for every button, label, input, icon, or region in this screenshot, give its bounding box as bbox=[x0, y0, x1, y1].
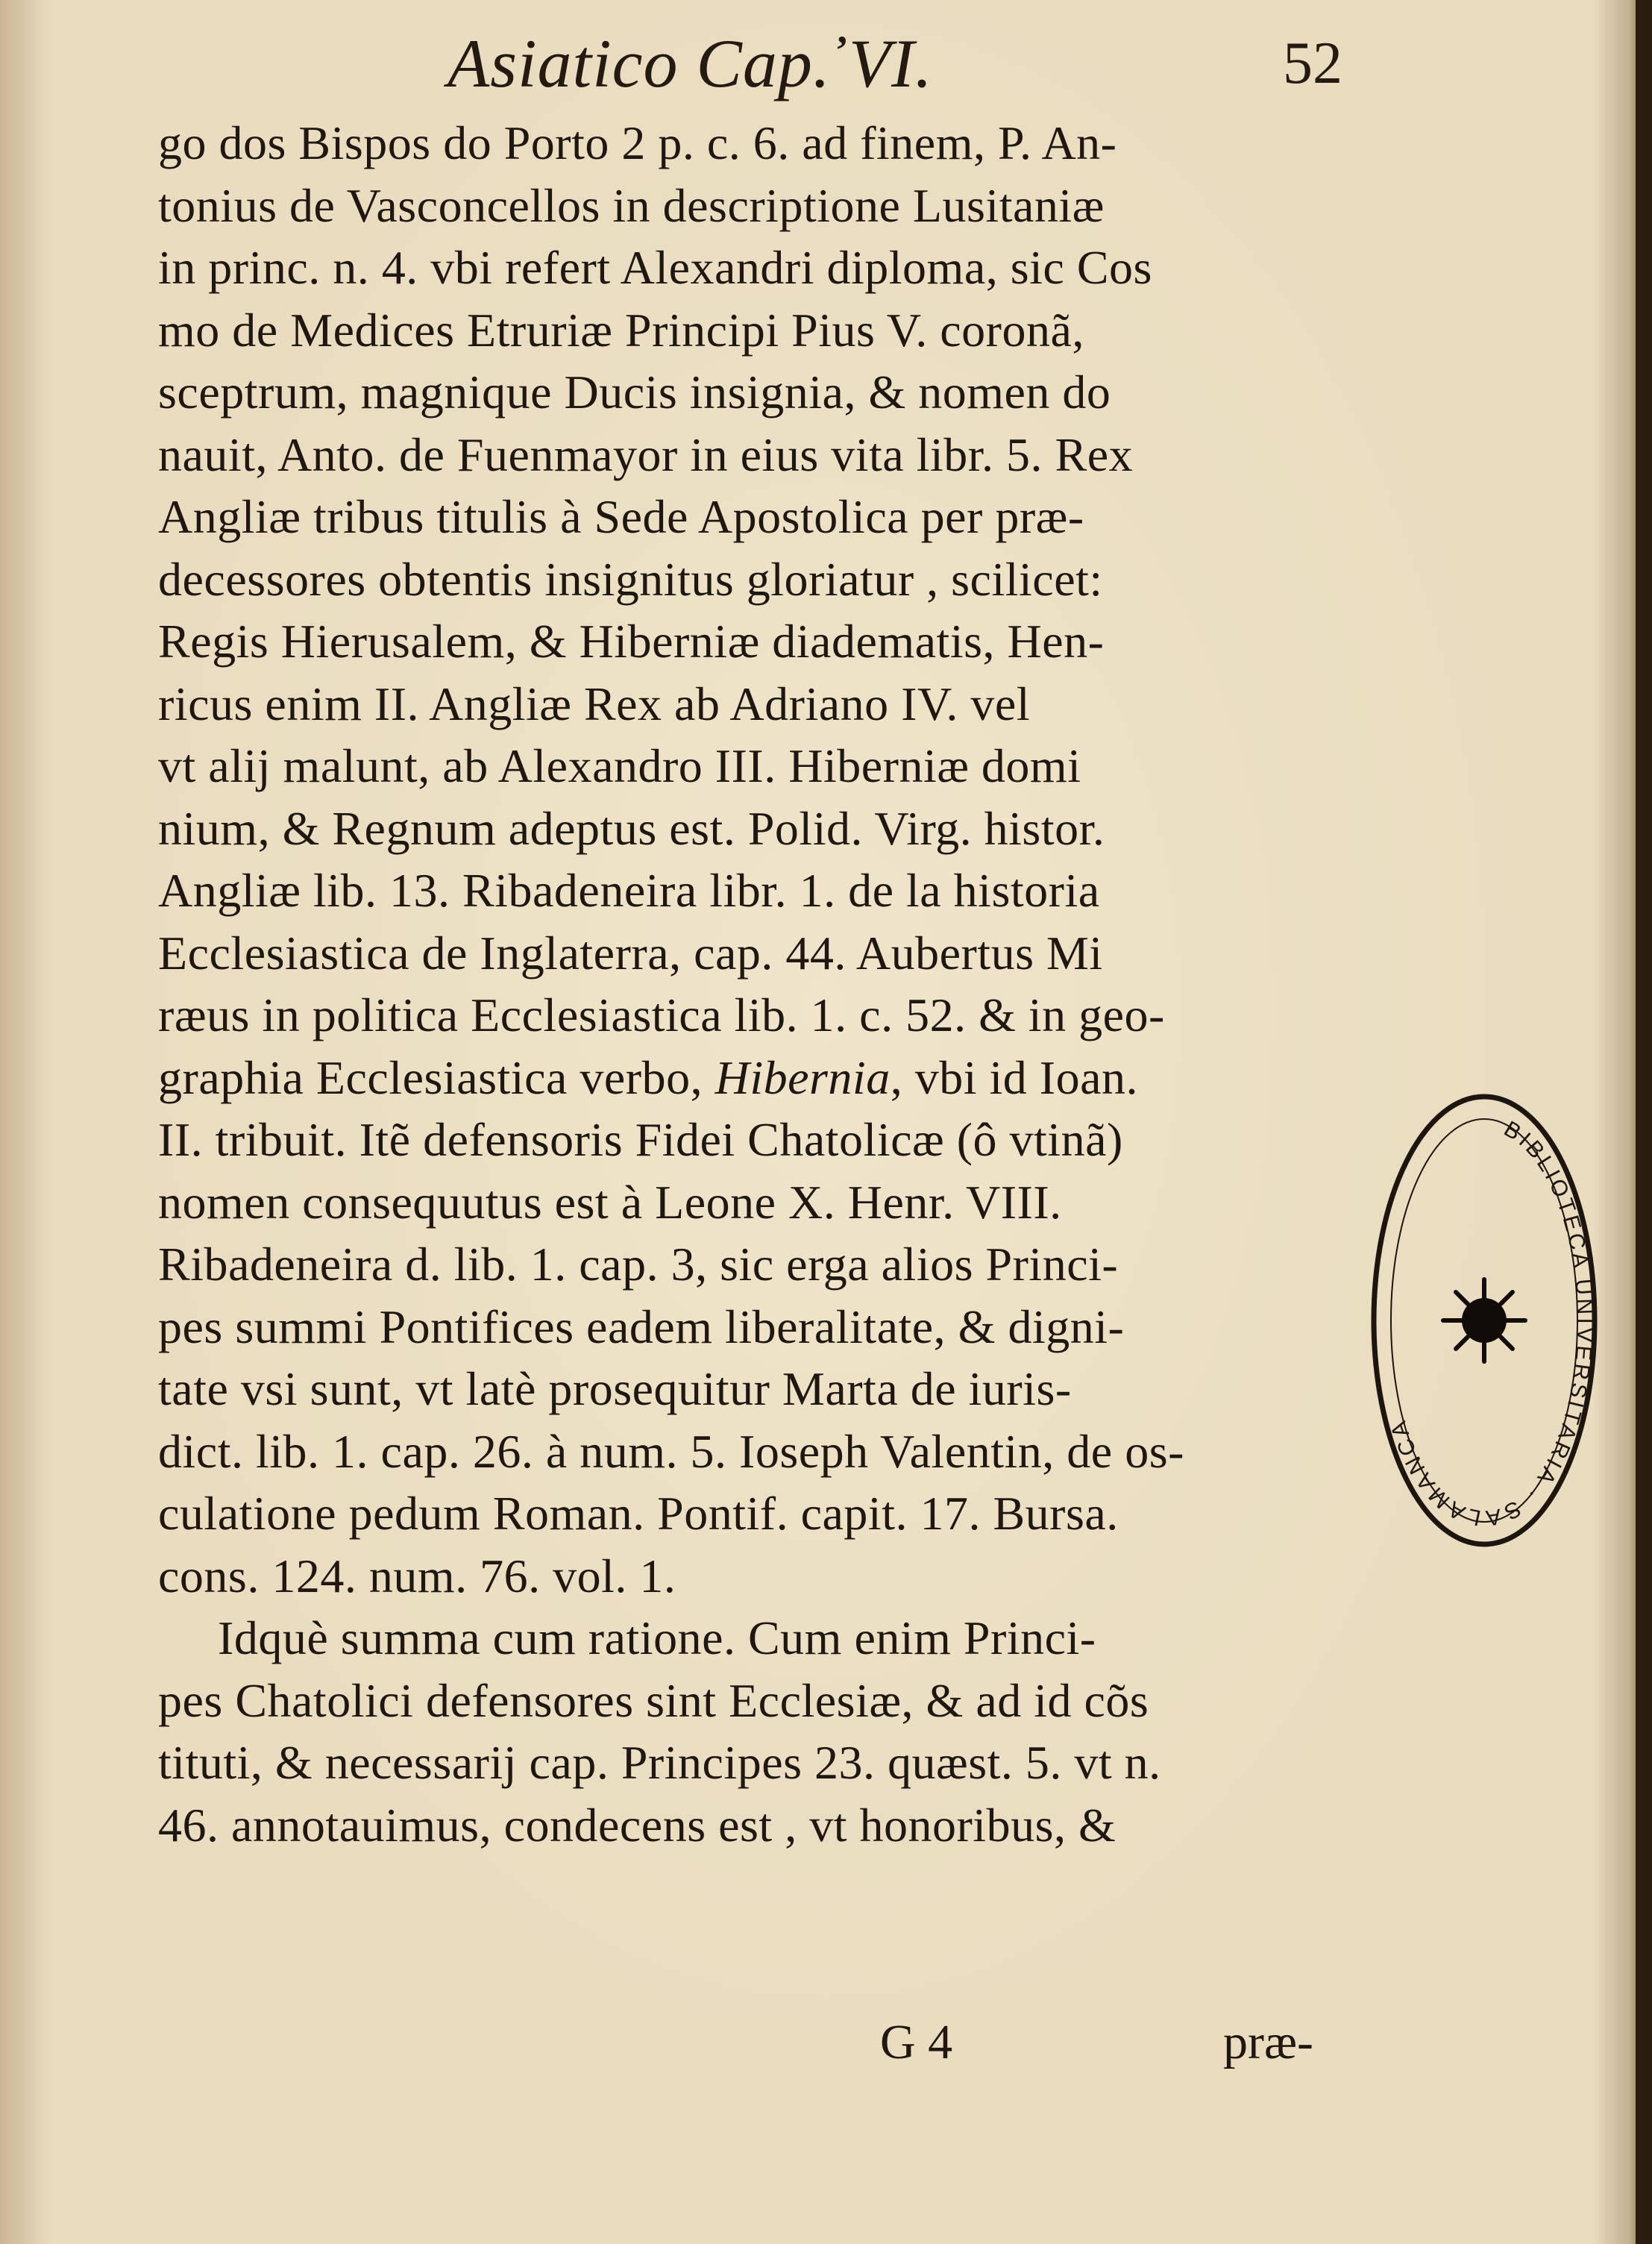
text-line: Angliæ lib. 13. Ribadeneira libr. 1. de la historia bbox=[158, 864, 1100, 917]
page-footer bbox=[880, 2014, 1357, 2081]
text-line: ræus in politica Ecclesiastica lib. 1. c. 52. & in geo- bbox=[158, 988, 1165, 1041]
text-line: Ribadeneira d. lib. 1. cap. 3, sic erga alios Princi- bbox=[158, 1238, 1119, 1291]
text-line: dict. lib. 1. cap. 26. à num. 5. Ioseph Valentin, de os- bbox=[158, 1424, 1184, 1478]
catchword: præ- bbox=[1223, 2015, 1313, 2069]
text-line: 46. annotauimus, condecens est , vt honoribus, & bbox=[158, 1798, 1116, 1852]
text-line: mo de Medices Etruriæ Principi Pius V. coronã, bbox=[158, 303, 1084, 357]
library-stamp bbox=[1365, 1078, 1604, 1563]
text-line: vt alij malunt, ab Alexandro III. Hiberniæ domi bbox=[158, 739, 1081, 792]
text-line: nauit, Anto. de Fuenmayor in eius vita libr. 5. Rex bbox=[158, 427, 1134, 481]
text-line: sceptrum, magnique Ducis insignia, & nomen do bbox=[158, 366, 1111, 419]
stamp-text: BIBLIOTECA UNIVERSITARIA · SALAMANCA bbox=[1385, 1116, 1598, 1531]
italic-term: Hibernia bbox=[714, 1050, 891, 1104]
text-segment: , vbi id Ioan. bbox=[890, 1050, 1138, 1104]
text-line: Angliæ tribus titulis à Sede Apostolica per præ- bbox=[158, 490, 1084, 543]
signature-mark: G 4 bbox=[880, 2015, 953, 2069]
text-line: decessores obtentis insignitus gloriatur , scilicet: bbox=[158, 552, 1103, 606]
text-line: Regis Hierusalem, & Hiberniæ diadematis, Hen- bbox=[158, 615, 1105, 668]
text-line: II. tribuit. Itẽ defensoris Fidei Chatolicæ (ô vtinã) bbox=[158, 1113, 1123, 1166]
text-line: pes Chatolici defensores sint Ecclesiæ, & ad id cõs bbox=[158, 1673, 1149, 1727]
text-line: pes summi Pontifices eadem liberalitate, & digni- bbox=[158, 1300, 1125, 1353]
text-line: nium, & Regnum adeptus est. Polid. Virg. histor. bbox=[158, 801, 1105, 855]
text-line: go dos Bispos do Porto 2 p. c. 6. ad finem, P. An- bbox=[158, 116, 1117, 169]
text-line: Ecclesiastica de Inglaterra, cap. 44. Aubertus Mi bbox=[158, 926, 1103, 980]
library-stamp-icon bbox=[1365, 1078, 1604, 1563]
text-line: tate vsi sunt, vt latè prosequitur Marta de iuris- bbox=[158, 1362, 1072, 1415]
running-title: Asiatico Cap.̕ VI. bbox=[447, 25, 933, 101]
text-segment: graphia Ecclesiastica verbo, bbox=[158, 1050, 715, 1104]
text-line: in princ. n. 4. vbi refert Alexandri diploma, sic Cos bbox=[158, 241, 1152, 294]
text-line: nomen consequutus est à Leone X. Henr. VIII. bbox=[158, 1175, 1062, 1229]
paragraph-start-line: Idquè summa cum ratione. Cum enim Princi- bbox=[218, 1611, 1096, 1664]
text-line-with-italic bbox=[158, 1047, 1351, 1109]
text-line: culatione pedum Roman. Pontif. capit. 17. Bursa. bbox=[158, 1487, 1119, 1540]
text-line: tonius de Vasconcellos in descriptione Lusitaniæ bbox=[158, 178, 1105, 232]
text-line: cons. 124. num. 76. vol. 1. bbox=[158, 1549, 676, 1602]
page-header bbox=[447, 24, 1342, 106]
text-line: ricus enim II. Angliæ Rex ab Adriano IV. vel bbox=[158, 677, 1031, 730]
text-line: tituti, & necessarij cap. Principes 23. quæst. 5. vt n. bbox=[158, 1736, 1161, 1789]
page-number: 52 bbox=[1283, 31, 1342, 96]
body-text bbox=[158, 112, 1351, 1856]
